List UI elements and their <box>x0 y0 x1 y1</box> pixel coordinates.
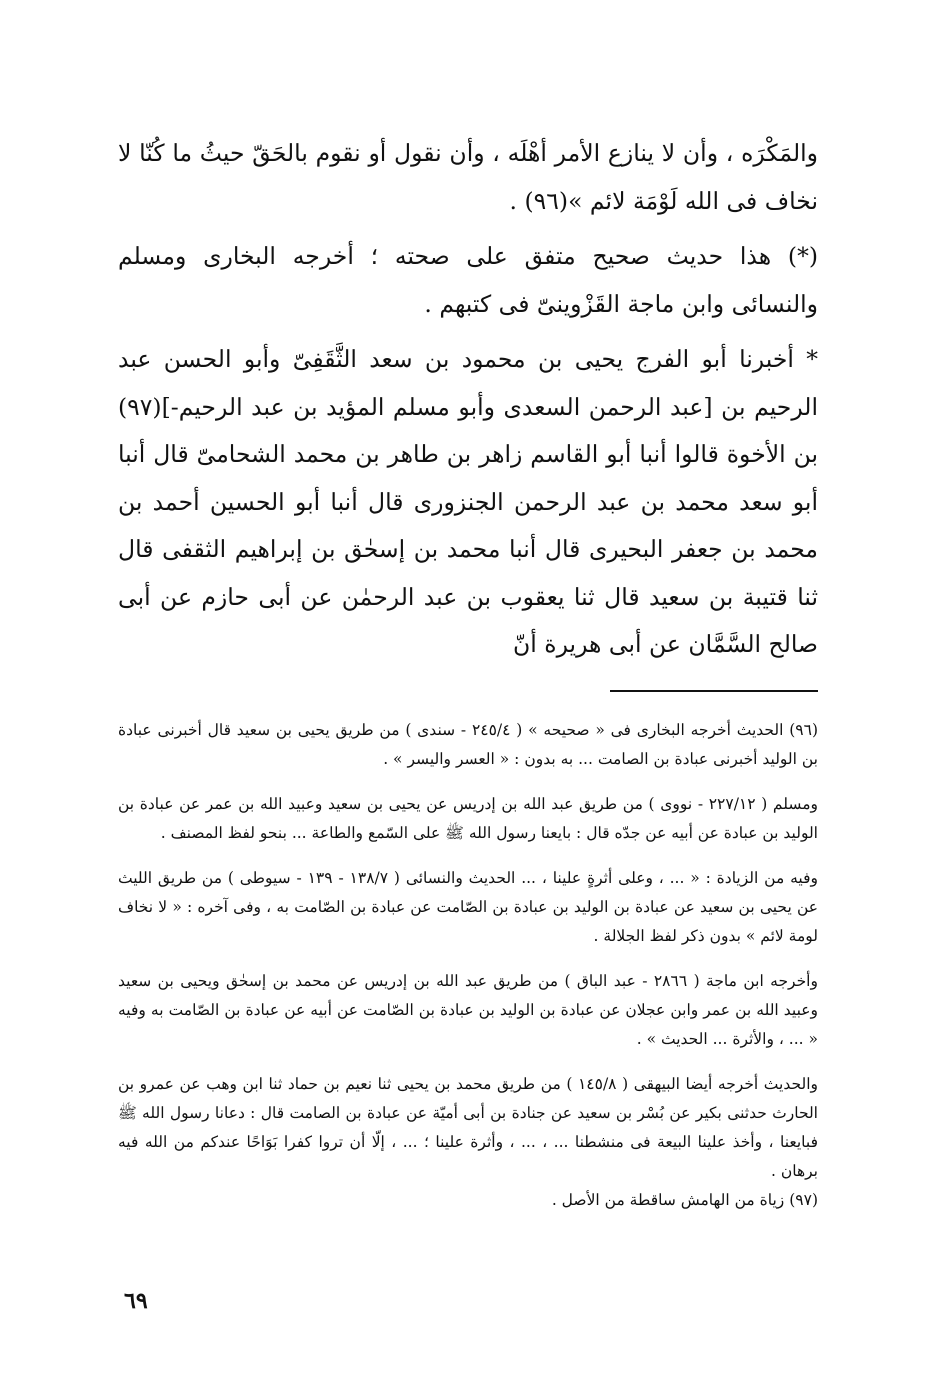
main-paragraph: (*) هذا حديث صحيح متفق على صحته ؛ أخرجه البخارى ومسلم والنسائى وابن ماجة القَزْوينىّ فى كتبهم . <box>118 242 818 318</box>
footnote-paragraph: (٩٦) الحديث أخرجه البخارى فى « صحيحه » ( ٢٤٥/٤ - سندى ) من طريق يحيى بن سعيد قال أخبرنى عبادة بن الوليد أخبرنى عبادة بن الصامت ... به بدون : « العسر واليسر » . <box>118 720 818 768</box>
footnote-divider <box>610 690 818 692</box>
footnote-paragraph: ومسلم ( ٢٢٧/١٢ - نووى ) من طريق عبد الله بن إدريس عن يحيى بن سعيد وعبيد الله بن عمر عن عبادة بن الوليد بن عبادة عن أبيه عن جدّه قال : بايعنا رسول الله ﷺ على السّمع والطاعة ... بنحو لفظ المصنف . <box>118 794 818 842</box>
footnotes <box>118 716 818 1215</box>
main-paragraph: * أخبرنا أبو الفرج يحيى بن محمود بن سعد الثَّقَفِىّ وأبو الحسن عبد الرحيم بن [عبد الرحمن السعدى وأبو مسلم المؤيد بن عبد الرحيم-](٩٧) بن الأخوة قالوا أنبا أبو القاسم زاهر بن طاهر بن محمد الشحامىّ قال أنبا أبو سعد محمد بن عبد الرحمن الجنزورى قال أنبا أبو الحسين أحمد بن محمد بن جعفر البحيرى قال أنبا محمد بن إسحٰق بن إبراهيم الثقفى قال ثنا قتيبة بن سعيد قال ثنا يعقوب بن عبد الرحمٰن عن أبى حازم عن أبى صالح السَّمَّان عن أبى هريرة أنّ <box>118 345 818 658</box>
main-paragraph: والمَكْرَه ، وأن لا ينازع الأمر أهْلَه ، وأن نقول أو نقوم بالحَقّ حيثُ ما كُنّا لا نخاف فى الله لَوْمَة لائم »(٩٦) . <box>118 139 818 215</box>
page-number: ٦٩ <box>124 1288 148 1314</box>
footnote-paragraph: والحديث أخرجه أيضا البيهقى ( ١٤٥/٨ ) من طريق محمد بن يحيى ثنا نعيم بن حماد ثنا ابن وهب عن عمرو بن الحارث حدثنى بكير عن بُسْر بن سعيد عن جنادة بن أبى أميّة عن عبادة بن الصامت قال : دعانا رسول الله ﷺ فبايعنا ، وأخذ علينا البيعة فى منشطنا ... ، ... ، وأثرة علينا ؛ ... ، إلّا أن تروا كفرا بَوَاحًا عندكم من الله فيه برهان . <box>118 1074 818 1180</box>
main-text <box>118 130 818 669</box>
footnote-paragraph: وأخرجه ابن ماجة ( ٢٨٦٦ - عبد الباق ) من طريق عبد الله بن إدريس عن محمد بن إسحٰق ويحيى بن سعيد وعبيد الله بن عمر وابن عجلان عن عبادة بن الوليد بن عبادة بن الصّامت عن أبيه عن عبادة بن الصّامت به وفيه « ... ، والأثرة ... الحديث » . <box>118 971 818 1048</box>
page-content <box>118 130 818 1215</box>
footnote-paragraph: وفيه من الزيادة : « ... ، وعلى أثرةٍ علينا ، ... الحديث والنسائى ( ١٣٨/٧ - ١٣٩ - سيوطى ) من طريق الليث عن يحيى بن سعيد عن عبادة بن الوليد بن عبادة بن الصّامت عن عبادة بن الصّامت به ، وفى آخره : « لا نخاف لومة لائم » بدون ذكر لفظ الجلالة . <box>118 868 818 945</box>
footnote-paragraph: (٩٧) زياة من الهامش ساقطة من الأصل . <box>551 1190 818 1209</box>
